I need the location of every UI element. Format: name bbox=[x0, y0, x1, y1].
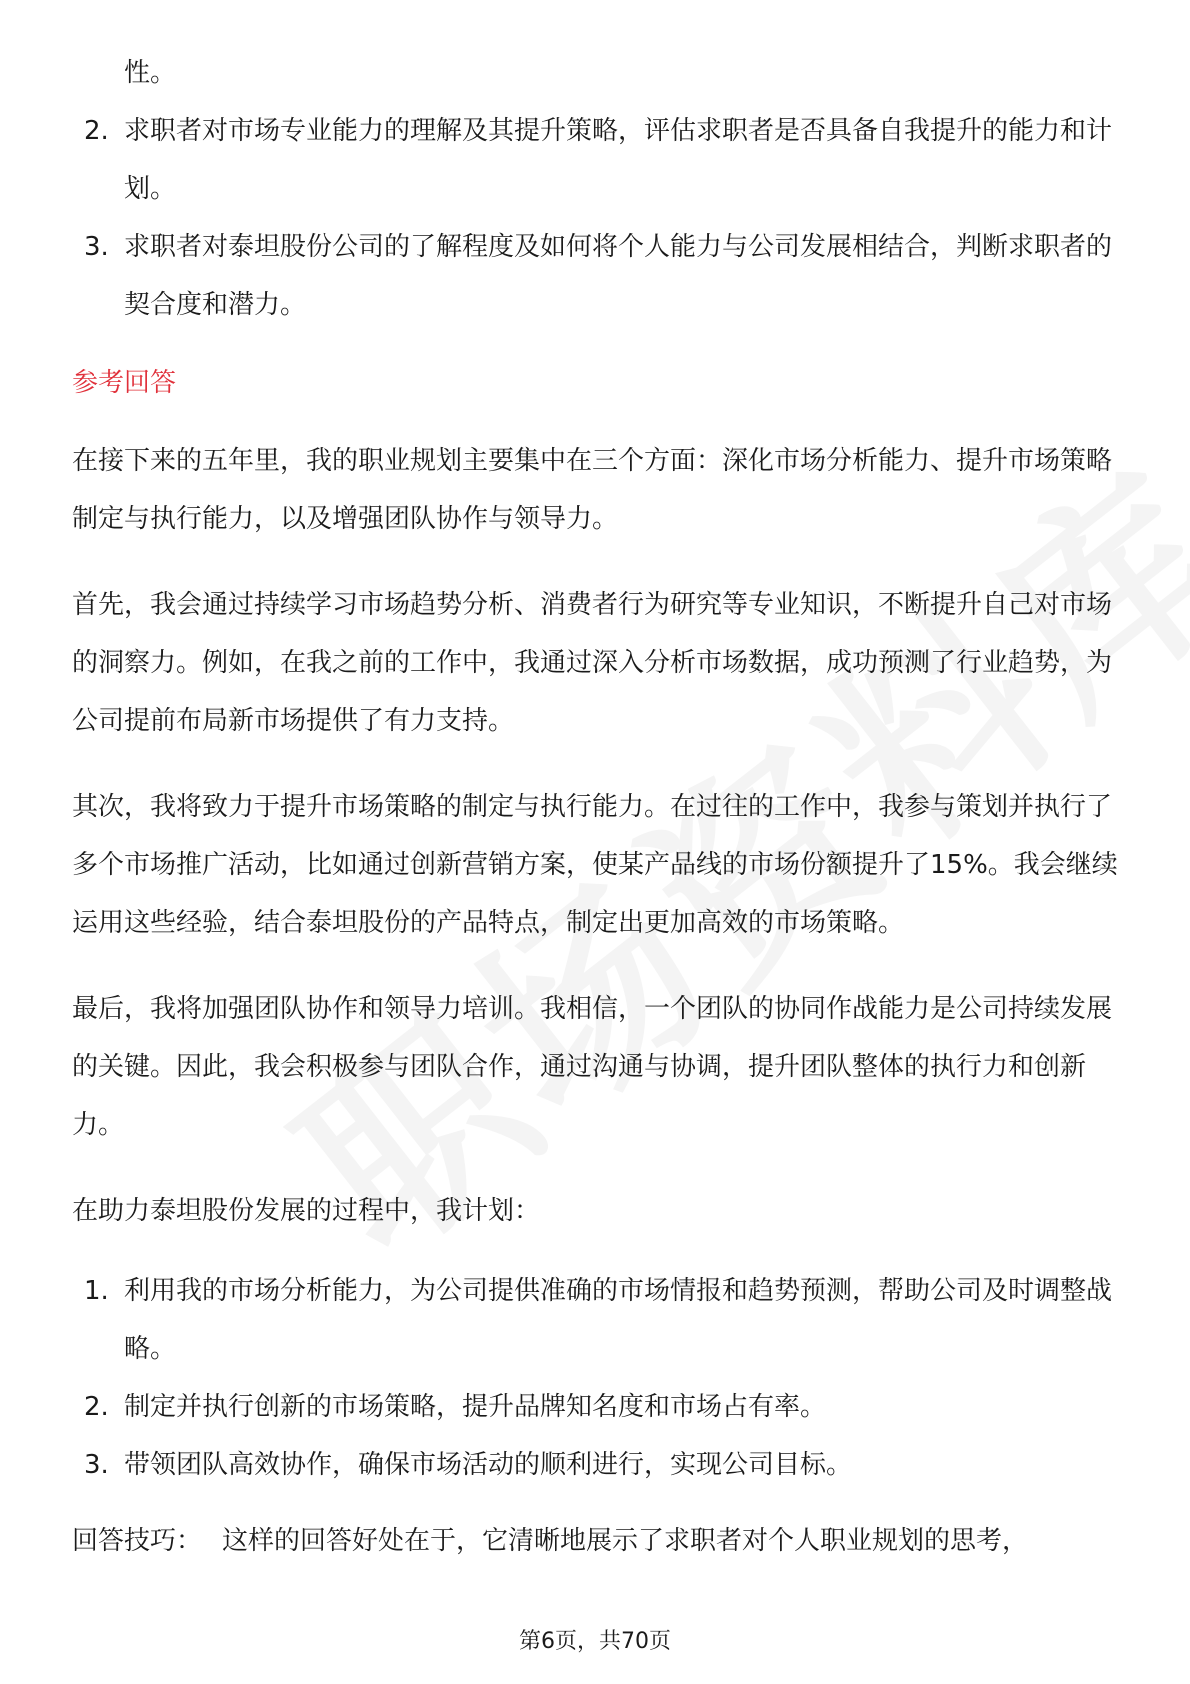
list-item-text: 利用我的市场分析能力，为公司提供准确的市场情报和趋势预测，帮助公司及时调整战略。 bbox=[124, 1276, 1113, 1364]
answer-tip bbox=[72, 1512, 1118, 1570]
list-item bbox=[72, 1436, 1118, 1494]
answer-paragraph: 在助力泰坦股份发展的过程中，我计划： bbox=[72, 1196, 541, 1226]
list-item bbox=[72, 218, 1118, 334]
list-item bbox=[72, 1262, 1118, 1378]
list-item-number: 3. bbox=[84, 232, 109, 262]
answer-tip-text: 这样的回答好处在于，它清晰地展示了求职者对个人职业规划的思考， bbox=[222, 1526, 1029, 1556]
list-item-number: 3. bbox=[84, 1450, 109, 1480]
list-item bbox=[72, 102, 1118, 218]
answer-paragraph: 最后，我将加强团队协作和领导力培训。我相信，一个团队的协同作战能力是公司持续发展的关键。因此，我会积极参与团队合作，通过沟通与协调，提升团队整体的执行力和创新力。 bbox=[72, 994, 1113, 1140]
reference-answer-heading: 参考回答 bbox=[72, 368, 177, 398]
answer-paragraph: 在接下来的五年里，我的职业规划主要集中在三个方面：深化市场分析能力、提升市场策略制定与执行能力，以及增强团队协作与领导力。 bbox=[72, 446, 1113, 534]
plan-list bbox=[72, 1262, 1118, 1494]
answer-tip-label: 回答技巧： bbox=[72, 1526, 203, 1556]
list-item-number: 2. bbox=[84, 116, 109, 146]
list-item-text: 求职者对泰坦股份公司的了解程度及如何将个人能力与公司发展相结合，判断求职者的契合度和潜力。 bbox=[124, 232, 1113, 320]
list-item bbox=[72, 1378, 1118, 1436]
page-number-footer: 第6页，共70页 bbox=[519, 1629, 671, 1654]
evaluation-list bbox=[72, 102, 1118, 334]
list-item-text: 求职者对市场专业能力的理解及其提升策略，评估求职者是否具备自我提升的能力和计划。 bbox=[124, 116, 1113, 204]
list-item-text: 制定并执行创新的市场策略，提升品牌知名度和市场占有率。 bbox=[124, 1392, 827, 1422]
answer-paragraph: 其次，我将致力于提升市场策略的制定与执行能力。在过往的工作中，我参与策划并执行了多个市场推广活动，比如通过创新营销方案，使某产品线的市场份额提升了15%。我会继续运用这些经验，结合泰坦股份的产品特点，制定出更加高效的市场策略。 bbox=[72, 792, 1118, 938]
page-content bbox=[72, 44, 1118, 1570]
list-item-continuation: 性。 bbox=[124, 58, 177, 88]
list-item-text: 带领团队高效协作，确保市场活动的顺利进行，实现公司目标。 bbox=[124, 1450, 853, 1480]
list-item-number: 1. bbox=[84, 1276, 109, 1306]
list-item-number: 2. bbox=[84, 1392, 109, 1422]
answer-paragraph: 首先，我会通过持续学习市场趋势分析、消费者行为研究等专业知识，不断提升自己对市场的洞察力。例如，在我之前的工作中，我通过深入分析市场数据，成功预测了行业趋势，为公司提前布局新市场提供了有力支持。 bbox=[72, 590, 1113, 736]
